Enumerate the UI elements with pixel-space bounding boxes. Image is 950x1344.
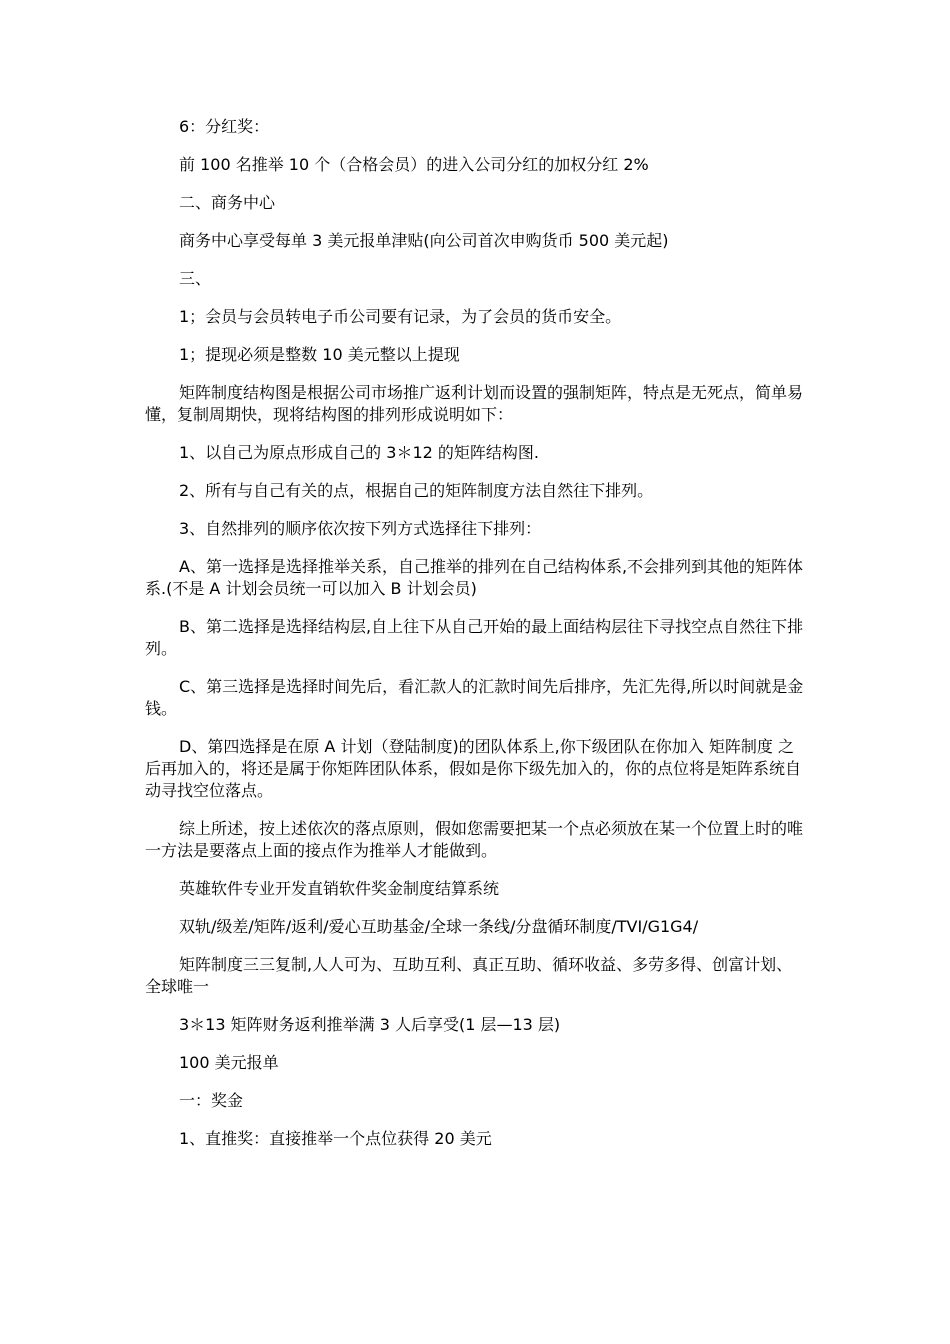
paragraph-matrix-rule-3: 3、自然排列的顺序依次按下列方式选择往下排列：: [179, 519, 542, 538]
paragraph-business-center-heading: 二、商务中心: [179, 193, 276, 212]
paragraph-dividend-detail: 前 100 名推举 10 个（合格会员）的进入公司分红的加权分红 2%: [179, 155, 649, 174]
paragraph-option-b: B、第二选择是选择结构层,自上往下从自己开始的最上面结构层往下寻找空点自然往下排列。: [145, 617, 804, 658]
paragraph-matrix-rule-2: 2、所有与自己有关的点，根据自己的矩阵制度方法自然往下排列。: [179, 481, 654, 500]
paragraph-dividend-heading: 6：分红奖：: [179, 117, 270, 136]
paragraph-matrix-rule-1: 1、以自己为原点形成自己的 3＊12 的矩阵结构图.: [179, 443, 539, 462]
paragraph-direct-bonus: 1、直推奖：直接推举一个点位获得 20 美元: [179, 1129, 492, 1148]
paragraph-software-title: 英雄软件专业开发直销软件奖金制度结算系统: [179, 879, 500, 898]
paragraph-matrix-intro: 矩阵制度结构图是根据公司市场推广返利计划而设置的强制矩阵，特点是无死点，简单易懂，复制周期快，现将结构图的排列形成说明如下：: [145, 383, 804, 424]
document-body: [145, 116, 805, 1166]
paragraph-option-d: D、第四选择是在原 A 计划（登陆制度)的团队体系上,你下级团队在你加入 矩阵制度 之后再加入的，将还是属于你矩阵团队体系，假如是你下级先加入的，你的点位将是矩阵系统自动寻找空位落点。: [145, 737, 802, 800]
paragraph-transfer-record: 1；会员与会员转电子币公司要有记录，为了会员的货币安全。: [179, 307, 622, 326]
paragraph-order-amount: 100 美元报单: [179, 1053, 279, 1072]
paragraph-summary: 综上所述，按上述依次的落点原则，假如您需要把某一个点必须放在某一个位置上时的唯一方法是要落点上面的接点作为推举人才能做到。: [145, 819, 804, 860]
paragraph-matrix-slogan: 矩阵制度三三复制,人人可为、互助互利、真正互助、循环收益、多劳多得、创富计划、全球唯一: [145, 955, 793, 996]
paragraph-withdrawal-rule: 1；提现必须是整数 10 美元整以上提现: [179, 345, 460, 364]
paragraph-software-systems: 双轨/级差/矩阵/返利/爱心互助基金/全球一条线/分盘循环制度/TVI/G1G4/: [179, 917, 699, 936]
paragraph-business-center-detail: 商务中心享受每单 3 美元报单津贴(向公司首次申购货币 500 美元起): [179, 231, 669, 250]
paragraph-bonus-heading: 一：奖金: [179, 1091, 244, 1110]
paragraph-matrix-return: 3＊13 矩阵财务返利推举满 3 人后享受(1 层—13 层): [179, 1015, 561, 1034]
paragraph-option-a: A、第一选择是选择推举关系，自己推举的排列在自己结构体系,不会排列到其他的矩阵体系.(不是 A 计划会员统一可以加入 B 计划会员): [145, 557, 804, 598]
paragraph-section-three: 三、: [179, 269, 212, 288]
paragraph-option-c: C、第三选择是选择时间先后，看汇款人的汇款时间先后排序，先汇先得,所以时间就是金钱。: [145, 677, 804, 718]
